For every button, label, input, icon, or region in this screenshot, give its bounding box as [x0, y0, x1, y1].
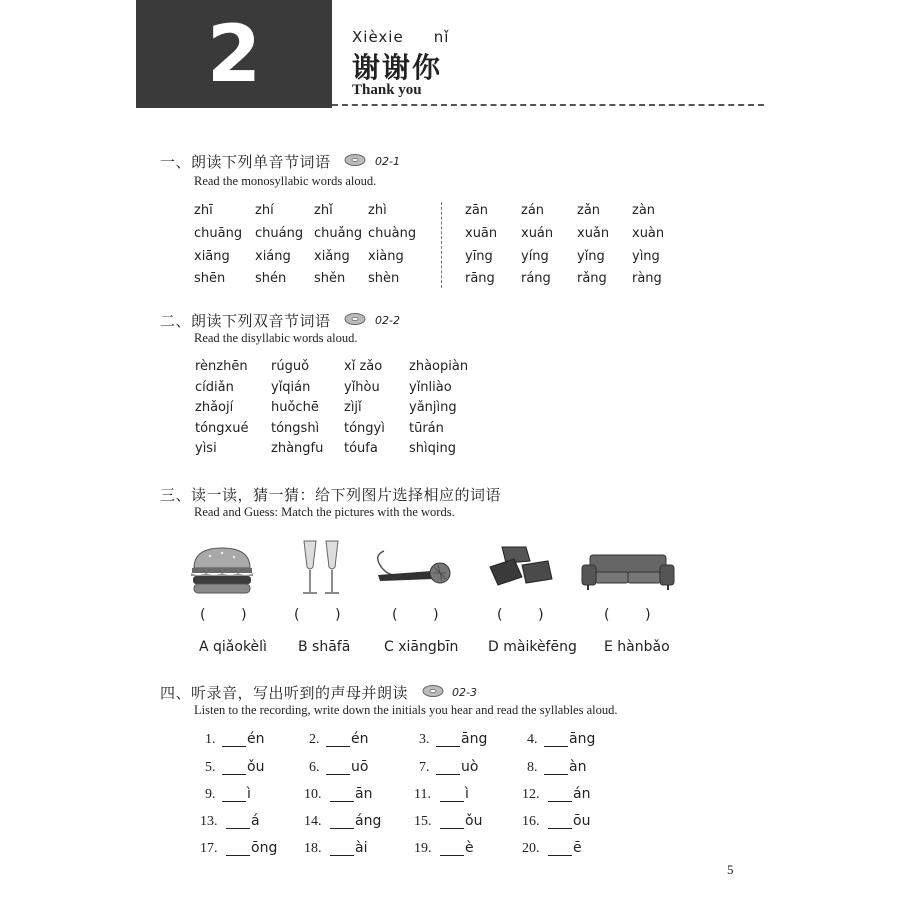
syllable-word: chuāng [194, 226, 243, 241]
syllable-word: xiáng [255, 249, 291, 264]
answer-blank-line[interactable] [226, 855, 250, 856]
disyllabic-word: zhàngfu [271, 441, 324, 456]
answer-blank-line[interactable] [440, 855, 464, 856]
syllable-final: ǒu [247, 759, 265, 775]
answer-blank[interactable]: ( ) [392, 607, 439, 623]
exercise-number: 7. [419, 760, 430, 775]
word-option: D màikèfēng [488, 639, 577, 655]
exercise-number: 15. [414, 814, 432, 829]
disyllabic-word: rúguǒ [271, 359, 310, 374]
syllable-final: ōu [573, 813, 591, 829]
exercise-number: 12. [522, 787, 540, 802]
answer-blank-line[interactable] [330, 855, 354, 856]
word-option: E hànbǎo [604, 639, 670, 655]
answer-blank-line[interactable] [436, 774, 460, 775]
audio-track-code: 02-3 [452, 686, 477, 699]
syllable-word: rāng [465, 271, 495, 286]
exercise-number: 17. [200, 841, 218, 856]
section1-subtitle: Read the monosyllabic words aloud. [194, 174, 377, 188]
answer-blank-line[interactable] [440, 828, 464, 829]
syllable-final: āng [569, 731, 596, 747]
syllable-word: xuán [521, 226, 554, 241]
title-pinyin-word: nǐ [433, 28, 450, 46]
syllable-final: án [573, 786, 591, 802]
title-english: Thank you [352, 82, 422, 98]
syllable-word: xuān [465, 226, 498, 241]
lesson-number: 2 [206, 10, 262, 100]
column-divider [441, 202, 442, 288]
syllable-final: á [251, 813, 260, 829]
exercise-number: 14. [304, 814, 322, 829]
exercise-number: 16. [522, 814, 540, 829]
disyllabic-word: tóngyì [344, 421, 385, 436]
syllable-word: xuǎn [577, 226, 610, 241]
syllable-word: zǎn [577, 203, 601, 218]
syllable-final: àn [569, 759, 587, 775]
answer-blank[interactable]: ( ) [497, 607, 544, 623]
audio-disc-icon[interactable] [422, 684, 444, 698]
microphone-image [372, 545, 456, 585]
answer-blank-line[interactable] [326, 774, 350, 775]
section2-subtitle: Read the disyllabic words aloud. [194, 331, 358, 345]
syllable-final: én [351, 731, 369, 747]
syllable-final: ē [573, 840, 582, 856]
syllable-word: shèn [368, 271, 400, 286]
disyllabic-word: shìqing [409, 441, 456, 456]
exercise-number: 2. [309, 732, 320, 747]
syllable-word: yíng [521, 249, 549, 264]
syllable-word: zán [521, 203, 545, 218]
exercise-number: 10. [304, 787, 322, 802]
syllable-word: chuǎng [314, 226, 363, 241]
title-pinyin [352, 28, 479, 46]
syllable-word: zān [465, 203, 489, 218]
disyllabic-word: yǐqián [271, 380, 311, 395]
syllable-word: chuáng [255, 226, 304, 241]
disyllabic-word: yìsi [195, 441, 217, 456]
audio-disc-icon[interactable] [344, 153, 366, 167]
exercise-number: 8. [527, 760, 538, 775]
syllable-word: yìng [632, 249, 660, 264]
disyllabic-word: tóngxué [195, 421, 249, 436]
header-divider [332, 104, 764, 106]
exercise-number: 9. [205, 787, 216, 802]
answer-blank-line[interactable] [548, 855, 572, 856]
exercise-number: 1. [205, 732, 216, 747]
syllable-final: én [247, 731, 265, 747]
syllable-final: ì [465, 786, 469, 802]
title-pinyin-word: Xièxie [352, 28, 404, 46]
hamburger-image [188, 544, 256, 596]
disyllabic-word: rènzhēn [195, 359, 248, 374]
syllable-word: yǐng [577, 249, 605, 264]
syllable-word: shén [255, 271, 287, 286]
syllable-word: zhǐ [314, 203, 333, 218]
disyllabic-word: zìjǐ [344, 400, 362, 415]
answer-blank[interactable]: ( ) [294, 607, 341, 623]
answer-blank-line[interactable] [326, 746, 350, 747]
disyllabic-word: tóngshì [271, 421, 320, 436]
answer-blank[interactable]: ( ) [200, 607, 247, 623]
chocolate-image [486, 545, 556, 591]
section1-title: 一、朗读下列单音节词语 [160, 153, 331, 171]
syllable-word: chuàng [368, 226, 417, 241]
answer-blank-line[interactable] [544, 774, 568, 775]
answer-blank-line[interactable] [330, 801, 354, 802]
syllable-word: xiàng [368, 249, 404, 264]
answer-blank-line[interactable] [222, 774, 246, 775]
disyllabic-word: tóufa [344, 441, 378, 456]
page-number: 5 [727, 862, 734, 877]
exercise-number: 13. [200, 814, 218, 829]
answer-blank-line[interactable] [222, 801, 246, 802]
section2-title: 二、朗读下列双音节词语 [160, 312, 331, 330]
syllable-word: xiāng [194, 249, 230, 264]
exercise-number: 20. [522, 841, 540, 856]
audio-track-code: 02-2 [375, 314, 400, 327]
answer-blank-line[interactable] [548, 801, 572, 802]
syllable-word: xuàn [632, 226, 665, 241]
syllable-word: zàn [632, 203, 656, 218]
syllable-word: rǎng [577, 271, 607, 286]
disyllabic-word: yǐhòu [344, 380, 380, 395]
title-chinese: 谢谢你 [352, 51, 443, 84]
exercise-number: 3. [419, 732, 430, 747]
word-option: A qiǎokèlì [199, 639, 267, 655]
syllable-word: yīng [465, 249, 493, 264]
answer-blank-line[interactable] [436, 746, 460, 747]
syllable-final: è [465, 840, 474, 856]
answer-blank-line[interactable] [440, 801, 464, 802]
exercise-number: 18. [304, 841, 322, 856]
audio-disc-icon[interactable] [344, 312, 366, 326]
syllable-final: ì [247, 786, 251, 802]
word-option: B shāfā [298, 639, 351, 655]
exercise-number: 4. [527, 732, 538, 747]
disyllabic-word: xǐ zǎo [344, 359, 383, 374]
section3-title: 三、读一读，猜一猜：给下列图片选择相应的词语 [160, 486, 502, 504]
answer-blank-line[interactable] [330, 828, 354, 829]
answer-blank-line[interactable] [544, 746, 568, 747]
syllable-final: ōng [251, 840, 278, 856]
syllable-final: ǒu [465, 813, 483, 829]
syllable-final: uō [351, 759, 369, 775]
section4-title: 四、听录音，写出听到的声母并朗读 [160, 684, 409, 702]
disyllabic-word: zhǎojí [195, 400, 234, 415]
syllable-final: ān [355, 786, 373, 802]
syllable-final: āng [461, 731, 488, 747]
disyllabic-word: yǎnjìng [409, 400, 457, 415]
exercise-number: 6. [309, 760, 320, 775]
syllable-word: shēn [194, 271, 226, 286]
disyllabic-word: huǒchē [271, 400, 319, 415]
exercise-number: 5. [205, 760, 216, 775]
champagne-glasses-image [296, 537, 346, 599]
syllable-word: zhī [194, 203, 213, 218]
section4-subtitle: Listen to the recording, write down the initials you hear and read the syllables aloud. [194, 703, 618, 717]
sofa-image [580, 553, 676, 591]
answer-blank-line[interactable] [548, 828, 572, 829]
exercise-number: 11. [414, 787, 431, 802]
syllable-word: shěn [314, 271, 346, 286]
syllable-final: ài [355, 840, 368, 856]
syllable-word: ráng [521, 271, 551, 286]
syllable-final: uò [461, 759, 479, 775]
disyllabic-word: tūrán [409, 421, 444, 436]
word-option: C xiāngbīn [384, 639, 459, 655]
disyllabic-word: yǐnliào [409, 380, 452, 395]
answer-blank-line[interactable] [226, 828, 250, 829]
audio-track-code: 02-1 [375, 155, 400, 168]
disyllabic-word: zhàopiàn [409, 359, 469, 374]
section3-subtitle: Read and Guess: Match the pictures with the words. [194, 505, 455, 519]
answer-blank-line[interactable] [222, 746, 246, 747]
syllable-word: ràng [632, 271, 662, 286]
disyllabic-word: cídiǎn [195, 380, 234, 395]
syllable-word: xiǎng [314, 249, 350, 264]
syllable-word: zhí [255, 203, 274, 218]
exercise-number: 19. [414, 841, 432, 856]
syllable-final: áng [355, 813, 382, 829]
syllable-word: zhì [368, 203, 387, 218]
answer-blank[interactable]: ( ) [604, 607, 651, 623]
